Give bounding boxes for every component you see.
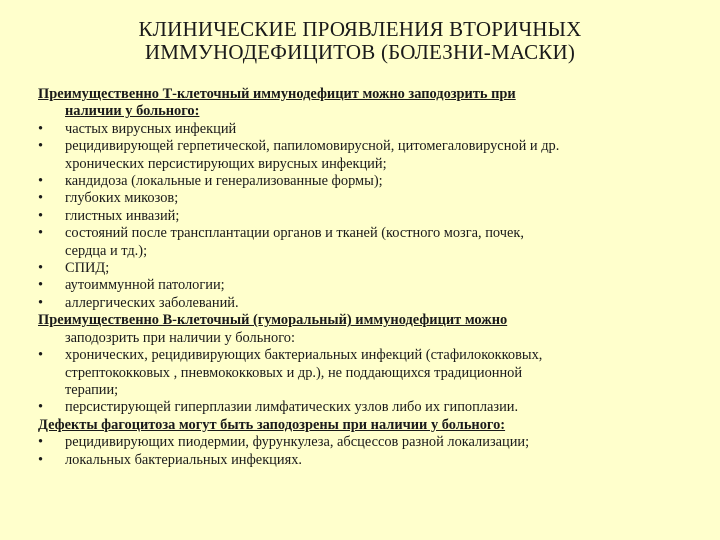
list-item-text-cont: хронических персистирующих вирусных инфекций; [65, 155, 387, 172]
list-item [38, 277, 706, 294]
list-item-text-cont: стрептококковых , пневмококковых и др.), не поддающихся традиционной [65, 364, 523, 381]
list-item [38, 260, 706, 277]
bullet-icon: • [38, 347, 44, 364]
section-2-heading-line-1: Преимущественно В-клеточный (гуморальный) иммунодефицит можно [38, 312, 508, 329]
title-line-2: ИММУНОДЕФИЦИТОВ (БОЛЕЗНИ-МАСКИ) [144, 40, 576, 64]
list-item [38, 173, 706, 190]
list-item-text: аллергических заболеваний. [65, 294, 239, 311]
list-item-text: частых вирусных инфекций [65, 120, 237, 137]
section-2-heading-line-2: заподозрить при наличии у больного: [65, 329, 295, 346]
bullet-icon: • [38, 207, 44, 224]
bullet-icon: • [38, 173, 44, 190]
list-item-text: рецидивирующих пиодермии, фурункулеза, абсцессов разной локализации; [65, 434, 530, 451]
bullet-icon: • [38, 277, 44, 294]
list-item-text: хронических, рецидивирующих бактериальных инфекций (стафилококковых, [65, 347, 543, 364]
list-item-text-cont: сердца и тд.); [65, 242, 148, 259]
bullet-icon: • [38, 399, 44, 416]
section-3-heading-line: Дефекты фагоцитоза могут быть заподозрены при наличии у больного: [38, 416, 506, 433]
slide-title [60, 18, 660, 64]
list-item [38, 399, 706, 416]
bullet-icon: • [38, 451, 44, 468]
list-item [38, 208, 706, 225]
list-item [38, 295, 706, 312]
list-item-text: глистных инвазий; [65, 207, 180, 224]
bullet-icon: • [38, 190, 44, 207]
list-item-text: рецидивирующей герпетической, папиломовирусной, цитомегаловирусной и др. [65, 138, 560, 155]
bullet-icon: • [38, 260, 44, 277]
bullet-icon: • [38, 225, 44, 242]
list-item-text: персистирующей гиперплазии лимфатических узлов либо их гипоплазии. [65, 399, 519, 416]
section-2-heading [38, 312, 706, 347]
list-item-text: аутоиммунной патологии; [65, 277, 225, 294]
list-item [38, 347, 706, 399]
list-item-text: состояний после трансплантации органов и тканей (костного мозга, почек, [65, 225, 524, 242]
section-1-heading-line-1: Преимущественно Т-клеточный иммунодефицит можно заподозрить при [38, 86, 516, 102]
list-item [38, 138, 706, 173]
slide-body [38, 86, 706, 469]
bullet-icon: • [38, 434, 44, 451]
list-item [38, 434, 706, 451]
list-item-text: локальных бактериальных инфекциях. [65, 451, 302, 468]
section-3-heading [38, 417, 706, 434]
list-item-text: кандидоза (локальные и генерализованные формы); [65, 173, 383, 190]
list-item-text: глубоких микозов; [65, 190, 179, 207]
list-item [38, 190, 706, 207]
list-item [38, 225, 706, 260]
section-1-heading-line-2: наличии у больного: [65, 103, 200, 120]
section-1-list [38, 121, 706, 312]
section-2-list [38, 347, 706, 417]
bullet-icon: • [38, 138, 44, 155]
list-item-text: СПИД; [65, 260, 110, 277]
section-1-heading [38, 86, 706, 121]
list-item [38, 452, 706, 469]
section-3-list [38, 434, 706, 469]
list-item-text-cont: терапии; [65, 381, 119, 398]
bullet-icon: • [38, 120, 44, 137]
list-item [38, 121, 706, 138]
title-line-1: КЛИНИЧЕСКИЕ ПРОЯВЛЕНИЯ ВТОРИЧНЫХ [138, 17, 582, 41]
bullet-icon: • [38, 294, 44, 311]
